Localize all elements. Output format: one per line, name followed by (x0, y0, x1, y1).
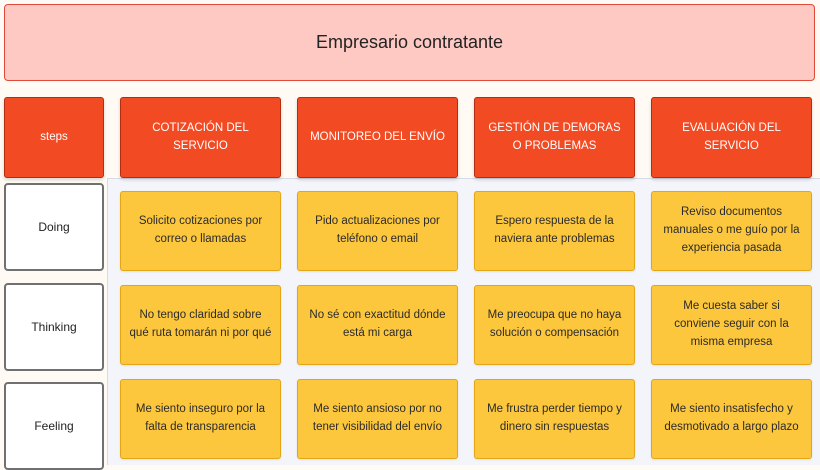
step-cotizacion: COTIZACIÓN DEL SERVICIO (120, 97, 281, 178)
journey-title: Empresario contratante (4, 4, 815, 81)
note-thinking-cotizacion: No tengo claridad sobre qué ruta tomarán ni por qué (120, 285, 281, 365)
note-thinking-evaluacion: Me cuesta saber si conviene seguir con la misma empresa (651, 285, 812, 365)
note-doing-evaluacion: Reviso documentos manuales o me guío por la experiencia pasada (651, 191, 812, 271)
note-feeling-cotizacion: Me siento inseguro por la falta de transparencia (120, 379, 281, 459)
note-doing-cotizacion: Solicito cotizaciones por correo o llamadas (120, 191, 281, 271)
step-gestion-demoras: GESTIÓN DE DEMORAS O PROBLEMAS (474, 97, 635, 178)
step-monitoreo: MONITOREO DEL ENVÍO (297, 97, 458, 178)
note-feeling-monitoreo: Me siento ansioso por no tener visibilidad del envío (297, 379, 458, 459)
note-feeling-evaluacion: Me siento insatisfecho y desmotivado a largo plazo (651, 379, 812, 459)
row-label-doing: Doing (4, 183, 104, 271)
row-label-thinking: Thinking (4, 283, 104, 371)
note-thinking-gestion: Me preocupa que no haya solución o compensación (474, 285, 635, 365)
row-label-feeling: Feeling (4, 382, 104, 470)
note-doing-monitoreo: Pido actualizaciones por teléfono o email (297, 191, 458, 271)
note-feeling-gestion: Me frustra perder tiempo y dinero sin respuestas (474, 379, 635, 459)
step-evaluacion: EVALUACIÓN DEL SERVICIO (651, 97, 812, 178)
steps-label: steps (4, 97, 104, 178)
note-thinking-monitoreo: No sé con exactitud dónde está mi carga (297, 285, 458, 365)
note-doing-gestion: Espero respuesta de la naviera ante problemas (474, 191, 635, 271)
